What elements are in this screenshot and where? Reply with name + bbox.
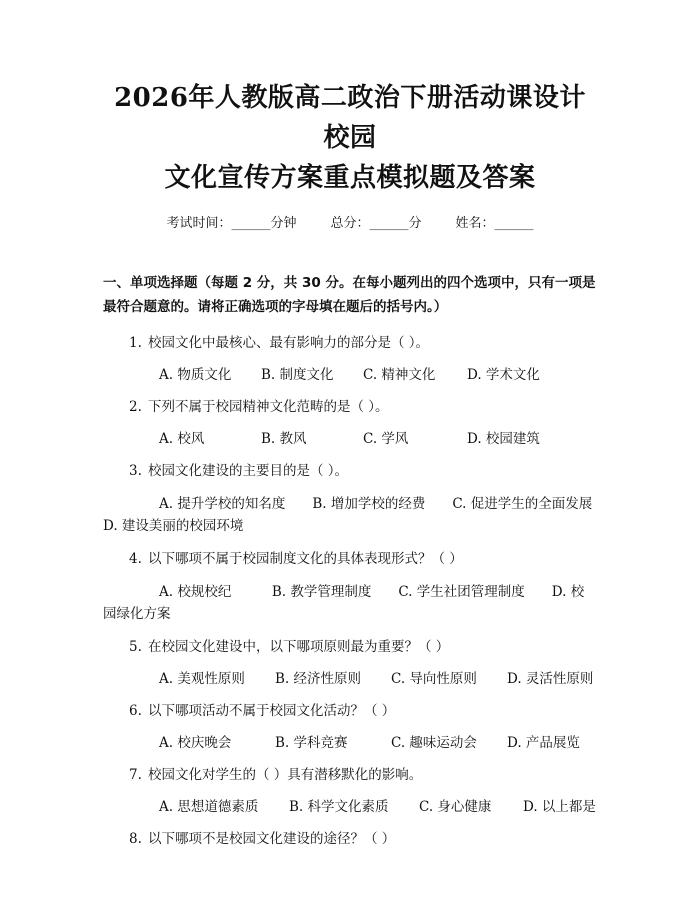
- title-line-1: 2026年人教版高二政治下册活动课设计校园: [114, 83, 586, 153]
- exam-name: 姓名：______: [455, 216, 534, 231]
- question-options: A. 校规校纪 B. 教学管理制度 C. 学生社团管理制度 D. 校园绿化方案: [103, 584, 585, 622]
- exam-time: 考试时间：______分钟: [166, 216, 297, 231]
- option-b: B. 经济性原则: [275, 671, 362, 687]
- option-a: A. 校庆晚会: [159, 735, 232, 751]
- question-stem: [103, 333, 597, 353]
- question: [103, 829, 597, 849]
- question-number: 3.: [129, 463, 142, 479]
- question-stem: [103, 765, 597, 785]
- question-text: 校园文化中最核心、最有影响力的部分是（ ）。: [148, 335, 430, 351]
- option-d: D. 以上都是: [523, 799, 596, 815]
- question-options: [103, 365, 597, 385]
- option-a: A. 物质文化: [159, 367, 232, 383]
- option-b: B. 科学文化素质: [289, 799, 389, 815]
- option-c: C. 趣味运动会: [391, 735, 477, 751]
- question-number: 8.: [129, 831, 142, 847]
- option-a: A. 思想道德素质: [159, 799, 259, 815]
- option-b: B. 教风: [261, 431, 307, 447]
- option-d: D. 校园建筑: [467, 431, 540, 447]
- question-text: 下列不属于校园精神文化范畴的是（ ）。: [148, 399, 389, 415]
- question-number: 4.: [129, 551, 142, 567]
- option-a: A. 校风: [159, 431, 205, 447]
- question: [103, 765, 597, 817]
- page-title: [103, 78, 597, 198]
- question-stem: [103, 397, 597, 417]
- exam-info: [103, 212, 597, 231]
- option-c: C. 学风: [363, 431, 409, 447]
- question-number: 5.: [129, 639, 142, 655]
- question: [103, 333, 597, 385]
- question-stem: [103, 637, 597, 657]
- option-c: C. 导向性原则: [391, 671, 477, 687]
- question: [103, 397, 597, 449]
- question-options: [103, 429, 597, 449]
- option-d: D. 灵活性原则: [507, 671, 594, 687]
- option-c: C. 身心健康: [419, 799, 492, 815]
- section-title: 一、单项选择题（每题 2 分，共 30 分。在每小题列出的四个选项中，只有一项是最符合题意的。请将正确选项的字母填在题后的括号内。）: [103, 275, 596, 315]
- option-d: D. 产品展览: [507, 735, 580, 751]
- option-b: B. 学科竞赛: [275, 735, 348, 751]
- question-text: 在校园文化建设中，以下哪项原则最为重要？（ ）: [148, 639, 450, 655]
- question-stem: [103, 549, 597, 569]
- question-number: 6.: [129, 703, 142, 719]
- option-d: D. 学术文化: [467, 367, 540, 383]
- question: [103, 701, 597, 753]
- question-number: 7.: [129, 767, 142, 783]
- question-text: 校园文化建设的主要目的是（ ）。: [148, 463, 349, 479]
- question-text: 以下哪项不是校园文化建设的途径？（ ）: [148, 831, 396, 847]
- question-stem: [103, 461, 597, 481]
- question-number: 2.: [129, 399, 142, 415]
- question: [103, 461, 620, 537]
- question-number: 1.: [129, 335, 142, 351]
- question-text: 以下哪项不属于校园制度文化的具体表现形式？（ ）: [148, 551, 463, 567]
- exam-score: 总分：______分: [330, 216, 422, 231]
- question-text: 以下哪项活动不属于校园文化活动？（ ）: [148, 703, 396, 719]
- question-text: 校园文化对学生的（ ）具有潜移默化的影响。: [148, 767, 423, 783]
- question-options: [103, 669, 597, 689]
- question-options: [103, 733, 597, 753]
- question: [103, 637, 597, 689]
- question-stem: [103, 829, 597, 849]
- title-line-2: 文化宣传方案重点模拟题及答案: [164, 163, 536, 193]
- question-options: [103, 797, 597, 817]
- question-stem: [103, 701, 597, 721]
- option-a: A. 美观性原则: [159, 671, 245, 687]
- option-b: B. 制度文化: [261, 367, 334, 383]
- question-options: A. 提升学校的知名度 B. 增加学校的经费 C. 促进学生的全面发展 D. 建设美丽的校园环境: [103, 496, 620, 534]
- option-c: C. 精神文化: [363, 367, 436, 383]
- question: [103, 549, 597, 625]
